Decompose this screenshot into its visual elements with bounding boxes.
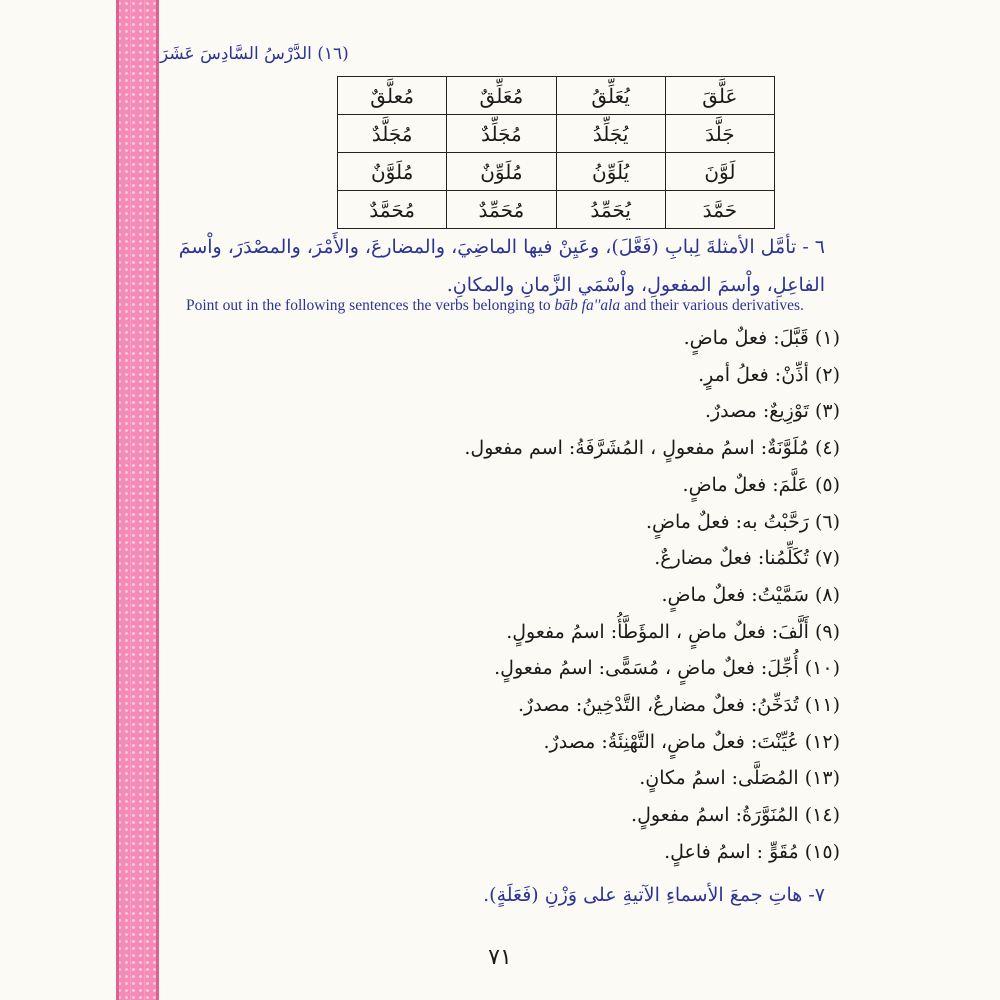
english-instruction-start: Point out in the following sentences the verbs belonging to — [186, 297, 555, 314]
answer-item: (١٥) مُقَوٍّ : اسمُ فاعلٍ. — [664, 840, 840, 863]
verb-table-cell: مُجَلَّدٌ — [338, 115, 447, 153]
answer-item: (١٢) عُيِّنْتَ: فعلٌ ماضٍ، التَّهْنِئَةُ: مصدرٌ. — [543, 730, 840, 753]
answer-item: (٦) رَحَّبْتُ به: فعلٌ ماضٍ. — [645, 510, 840, 533]
verb-table-cell: مُحَمِّدٌ — [447, 191, 556, 229]
answer-item: (١٠) أُجِّلَ: فعلٌ ماضٍ ، مُسَمًّى: اسمُ مفعولٍ. — [494, 657, 840, 680]
verb-table-cell: مُلَوِّنٌ — [447, 153, 556, 191]
verb-table-cell: حَمَّدَ — [665, 191, 774, 229]
verb-table-cell: يُلَوِّنُ — [556, 153, 665, 191]
verb-table-cell: مُعلَّقٌ — [338, 77, 447, 115]
verb-table-cell: يُجَلِّدُ — [556, 115, 665, 153]
answer-item: (٤) مُلَوَّنَةٌ: اسمُ مفعولٍ ، المُشَرَّفَةُ: اسم مفعول. — [464, 437, 840, 460]
english-instruction-end: and their various derivatives. — [620, 297, 804, 314]
answer-item: (١) قَبَّلَ: فعلٌ ماضٍ. — [683, 327, 840, 349]
exercise-7: ٧- هاتِ جمعَ الأسماءِ الآتيةِ على وَزْنِ (فَعَلَةٍ). — [483, 884, 825, 906]
verb-table-row — [338, 153, 775, 191]
exercise-6 — [178, 228, 825, 304]
verb-table-cell: مُحَمَّدٌ — [338, 191, 447, 229]
exercise-6-line-2: الفاعِلِ، واْسمَ المفعولِ، واْسْمَي الزَّمانِ والمكانِ. — [446, 274, 825, 296]
answer-item: (٨) سَمَّيْتُ: فعلٌ ماضٍ. — [661, 583, 840, 606]
verb-table-cell: مُجَلِّدٌ — [447, 115, 556, 153]
answer-item: (٥) عَلَّمَ: فعلٌ ماضٍ. — [682, 473, 840, 496]
verb-table-row — [338, 191, 775, 229]
exercise-6-line-1: ٦ - تأمَّل الأمثلةَ لِبابِ (فَعَّلَ)، وعَيِنْ فيها الماضِيَ، والمضارعَ، والأَمْرَ، والمصْدَرَ، واْسمَ — [178, 236, 825, 258]
verb-table-cell: لَوَّنَ — [665, 153, 774, 191]
exercise-6-english-instruction — [186, 297, 826, 315]
answer-item: (١١) تُدَخِّنُ: فعلٌ مضارعٌ، التَّدْخِينُ: مصدرٌ. — [517, 694, 840, 716]
verb-table-cell: عَلَّقَ — [665, 77, 774, 115]
verb-table-cell: يُحَمِّدُ — [556, 191, 665, 229]
verb-table-cell: جَلَّدَ — [665, 115, 774, 153]
lesson-number: (١٦) — [317, 44, 349, 64]
lesson-title: الدَّرْسُ السَّادِسَ عَشَرَ — [160, 44, 312, 64]
answer-item: (١٣) المُصَلَّى: اسمُ مكانٍ. — [639, 767, 840, 790]
lesson-header — [160, 44, 355, 76]
verb-table-row — [338, 115, 775, 153]
answer-item: (٧) تُكَلِّمُنا: فعلٌ مضارعٌ. — [654, 547, 840, 570]
decorative-side-band — [116, 0, 159, 1000]
answer-item: (١٤) المُنَوَّرَةُ: اسمُ مفعولٍ. — [631, 804, 840, 827]
verb-table-cell: مُعَلِّقٌ — [447, 77, 556, 115]
answer-item: (٢) أذِّنْ: فعلُ أمرٍ. — [698, 363, 840, 386]
verb-table-row — [338, 77, 775, 115]
verb-table-cell: يُعَلِّقُ — [556, 77, 665, 115]
answer-item: (٩) أَلَّفَ: فعلٌ ماضٍ ، المؤَطَّأُ: اسمُ مفعولٍ. — [506, 620, 840, 643]
page-number: ٧١ — [488, 945, 512, 970]
verb-table-cell: مُلَوَّنٌ — [338, 153, 447, 191]
answer-item: (٣) تَوْزِيعٌ: مصدرٌ. — [704, 400, 840, 423]
verb-derivation-table — [337, 76, 775, 229]
english-instruction-term: bāb fa''ala — [554, 297, 621, 314]
